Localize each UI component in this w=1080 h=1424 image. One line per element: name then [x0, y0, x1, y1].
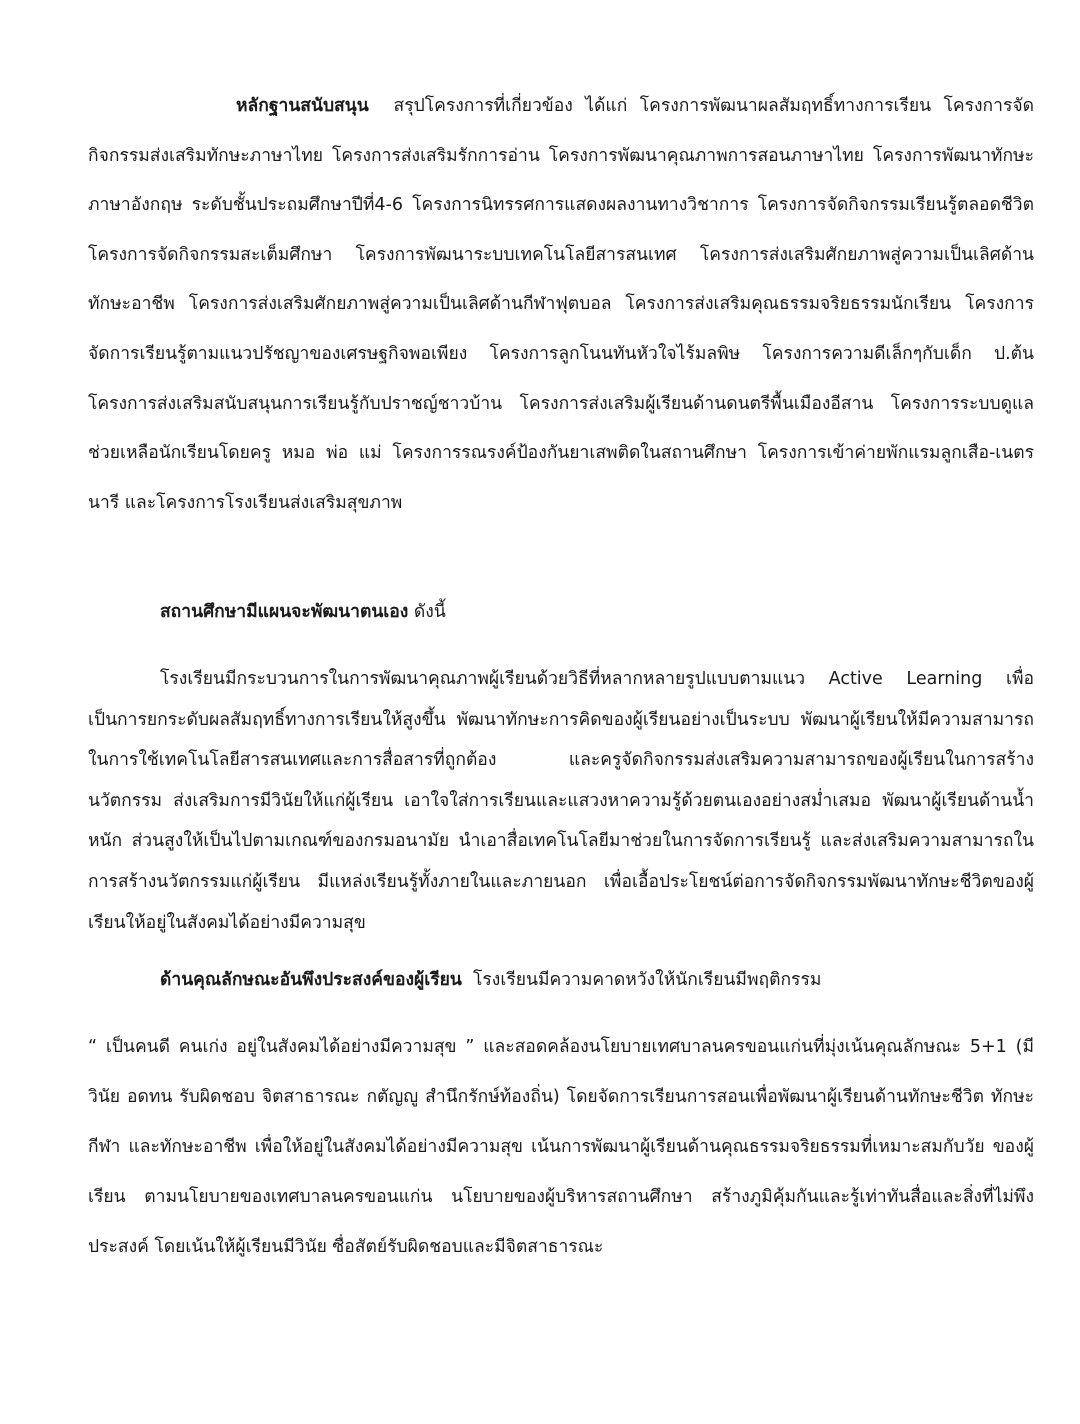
desired-characteristics-heading: ด้านคุณลักษณะอันพึงประสงค์ของผู้เรียน — [160, 970, 462, 990]
supporting-evidence-text: สรุปโครงการที่เกี่ยวข้อง ได้แก่ โครงการพัฒนาผลสัมฤทธิ์ทางการเรียน โครงการจัดกิจกรรมส่งเสริมทักษะภาษาไทย โครงการส่งเสริมรักการอ่าน โครงการพัฒนาคุณภาพการสอนภาษาไทย โครงการพัฒนาทักษะภาษาอังกฤษ ระดับชั้นประถมศึกษาปีที่4-6 โครงการนิทรรศการแสดงผลงานทางวิชาการ โครงการจัดกิจกรรมเรียนรู้ตลอดชีวิต โครงการจัดกิจกรรมสะเต็มศึกษา โครงการพัฒนาระบบเทคโนโลยีสารสนเทศ โครงการส่งเสริมศักยภาพสู่ความเป็นเลิศด้านทักษะอาชีพ โครงการส่งเสริมศักยภาพสู่ความเป็นเลิศด้านกีฬาฟุตบอล โครงการส่งเสริมคุณธรรมจริยธรรมนักเรียน โครงการจัดการเรียนรู้ตามแนวปรัชญาของเศรษฐกิจพอเพียง โครงการลูกโนนทันหัวใจไร้มลพิษ โครงการความดีเล็กๆกับเด็ก ป.ต้น โครงการส่งเสริมสนับสนุนการเรียนรู้กับปราชญ์ชาวบ้าน โครงการส่งเสริมผู้เรียนด้านดนตรีพื้นเมืองอีสาน โครงการระบบดูแลช่วยเหลือนักเรียนโดยครู หมอ พ่อ แม่ โครงการรณรงค์ป้องกันยาเสพติดในสถานศึกษา โครงการเข้าค่ายพักแรมลูกเสือ-เนตรนารี และโครงการโรงเรียนส่งเสริมสุขภาพ — [88, 96, 1034, 513]
development-plan-heading-suffix: ดังนี้ — [413, 602, 446, 622]
supporting-evidence-paragraph — [88, 82, 1034, 528]
desired-characteristics-paragraph: “ เป็นคนดี คนเก่ง อยู่ในสังคมได้อย่างมีความสุข ” และสอดคล้องนโยบายเทศบาลนครขอนแก่นที่มุ่งเน้นคุณลักษณะ 5+1 (มีวินัย อดทน รับผิดชอบ จิตสาธารณะ กตัญญู สำนึกรักษ์ท้องถิ่น) โดยจัดการเรียนการสอนเพื่อพัฒนาผู้เรียนด้านทักษะชีวิต ทักษะกีฬา และทักษะอาชีพ เพื่อให้อยู่ในสังคมได้อย่างมีความสุข เน้นการพัฒนาผู้เรียนด้านคุณธรรมจริยธรรมที่เหมาะสมกับวัย ของผู้เรียน ตามนโยบายของเทศบาลนครขอนแก่น นโยบายของผู้บริหารสถานศึกษา สร้างภูมิคุ้มกันและรู้เท่าทันสื่อและสิ่งที่ไม่พึงประสงค์ โดยเน้นให้ผู้เรียนมีวินัย ซื่อสัตย์รับผิดชอบและมีจิตสาธารณะ — [88, 1037, 1034, 1257]
supporting-evidence-heading: หลักฐานสนับสนุน — [236, 96, 369, 116]
development-plan-heading: สถานศึกษามีแผนจะพัฒนาตนเอง — [160, 602, 409, 622]
desired-characteristics-heading-line — [88, 960, 1034, 1000]
development-plan-heading-line — [88, 592, 1034, 632]
development-plan-paragraph: โรงเรียนมีกระบวนการในการพัฒนาคุณภาพผู้เรียนด้วยวิธีที่หลากหลายรูปแบบตามแนว Active Learning เพื่อเป็นการยกระดับผลสัมฤทธิ์ทางการเรียนให้สูงขึ้น พัฒนาทักษะการคิดของผู้เรียนอย่างเป็นระบบ พัฒนาผู้เรียนให้มีความสามารถในการใช้เทคโนโลยีสารสนเทศและการสื่อสารที่ถูกต้อง และครูจัดกิจกรรมส่งเสริมความสามารถของผู้เรียนในการสร้างนวัตกรรม ส่งเสริมการมีวินัยให้แก่ผู้เรียน เอาใจใส่การเรียนและแสวงหาความรู้ด้วยตนเองอย่างสม่ำเสมอ พัฒนาผู้เรียนด้านน้ำหนัก ส่วนสูงให้เป็นไปตามเกณฑ์ของกรมอนามัย นำเอาสื่อเทคโนโลยีมาช่วยในการจัดการเรียนรู้ และส่งเสริมความสามารถในการสร้างนวัตกรรมแก่ผู้เรียน มีแหล่งเรียนรู้ทั้งภายในและภายนอก เพื่อเอื้อประโยชน์ต่อการจัดกิจกรรมพัฒนาทักษะชีวิตของผู้เรียนให้อยู่ในสังคมได้อย่างมีความสุข — [88, 669, 1034, 933]
desired-characteristics-lead: โรงเรียนมีความคาดหวังให้นักเรียนมีพฤติกรรม — [473, 970, 822, 990]
